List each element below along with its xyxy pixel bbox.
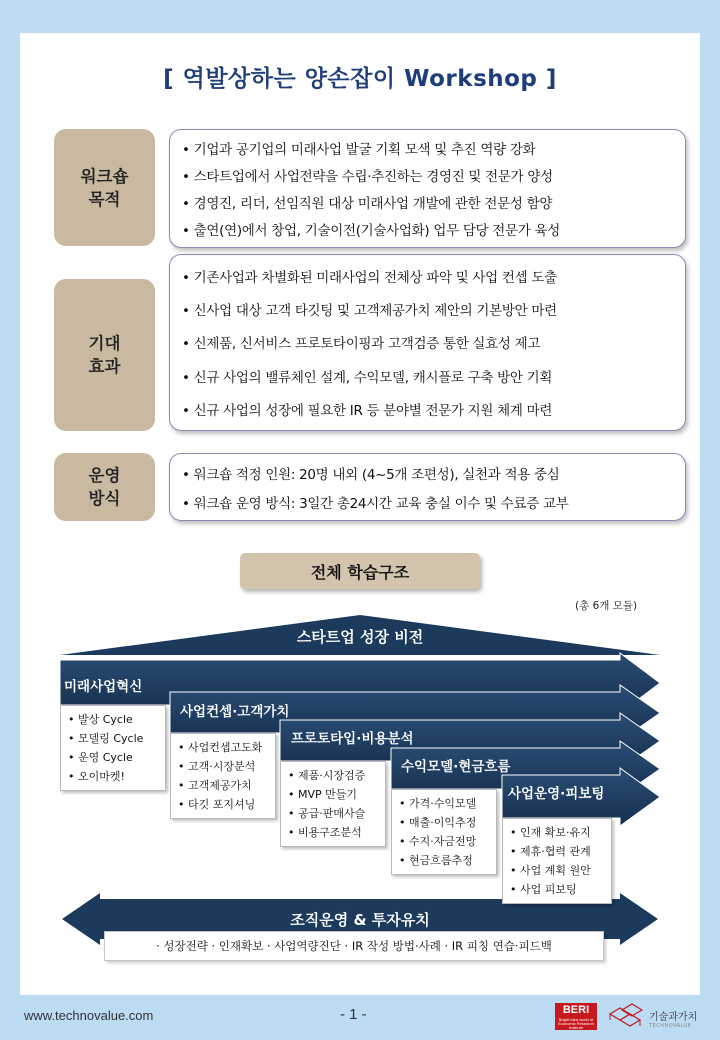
stage-item: • 타깃 포지셔닝 <box>178 798 256 811</box>
stage-item: • 제휴·협력 관계 <box>510 845 591 858</box>
stage-item: • 제품·시장검증 <box>288 769 366 782</box>
stage-title-3: 프로토타입·비용분석 <box>291 731 414 747</box>
effect-label-line1: 기대 <box>88 334 121 353</box>
stage-item: • 고객·시장분석 <box>178 760 256 773</box>
page-title: [ 역발상하는 양손잡이 Workshop ] <box>163 66 557 92</box>
stage-list-4 <box>391 789 497 875</box>
stage-item: • 오이마켓! <box>68 770 125 783</box>
purpose-bullet: • 경영진, 리더, 선임직원 대상 미래사업 개발에 관한 전문성 함양 <box>182 196 553 213</box>
operation-bullet: • 워크숍 운영 방식: 3일간 총24시간 교육 충실 이수 및 수료증 교부 <box>182 495 569 512</box>
stage-list-5 <box>502 818 612 904</box>
operation-bullet: • 워크숍 적정 인원: 20명 내외 (4~5개 조편성), 실천과 적용 중심 <box>182 466 560 483</box>
purpose-label-line1: 워크숍 <box>80 166 129 186</box>
document-page <box>20 33 700 995</box>
technovalue-name: 기술과가치 <box>649 1012 698 1023</box>
org-items: · 성장전략 · 인재확보 · 사업역량진단 · IR 작성 방법·사례 · IR 피칭 연습·피드백 <box>104 931 604 961</box>
stage-item: • 고객제공가치 <box>178 779 252 792</box>
vision-label: 스타트업 성장 비전 <box>296 628 424 646</box>
effect-bullet: • 신제품, 신서비스 프로토타이핑과 고객검증 통한 실효성 제고 <box>182 336 541 353</box>
technovalue-logo-text <box>649 1008 697 1029</box>
stage-title-4: 수익모델·현금흐름 <box>401 759 511 775</box>
stage-title-5: 사업운영·피보팅 <box>508 786 605 802</box>
stage-item: • 사업컨셉고도화 <box>178 741 263 754</box>
effect-bullet: • 신규 사업의 성장에 필요한 IR 등 분야별 전문가 지원 체계 마련 <box>182 403 553 420</box>
stage-item: • 수지·자금전망 <box>399 835 477 848</box>
org-label: 조직운영 & 투자유치 <box>290 911 430 929</box>
operation-label-line2: 방식 <box>88 489 121 508</box>
stage-item: • 매출·이익추정 <box>399 816 477 829</box>
stage-title-2: 사업컨셉·고객가치 <box>180 704 290 720</box>
effect-bullet: • 신사업 대상 고객 타깃팅 및 고객제공가치 제안의 기본방안 마련 <box>182 303 557 320</box>
stage-item: • 비용구조분석 <box>288 826 362 839</box>
stage-item: • 모델링 Cycle <box>68 732 144 745</box>
purpose-bullet: • 출연(연)에서 창업, 기술이전(기술사업화) 업무 담당 전문가 육성 <box>182 223 560 240</box>
stage-item: • 사업 계획 원안 <box>510 864 591 877</box>
beri-logo-tagline: Bright Idea world of Economic Research Institute <box>558 1017 594 1030</box>
stage-item: • 발상 Cycle <box>68 713 133 726</box>
learning-structure-heading: 전체 학습구조 <box>240 553 480 589</box>
beri-logo <box>555 1003 597 1030</box>
technovalue-logo-icon <box>606 1002 646 1030</box>
technovalue-name-en: TECHNOVALUE <box>649 1023 692 1029</box>
purpose-bullet: • 스타트업에서 사업전략을 수립·추진하는 경영진 및 전문가 양성 <box>182 168 553 185</box>
stage-item: • 현금흐름추정 <box>399 854 473 867</box>
stage-item: • MVP 만들기 <box>288 788 358 801</box>
page-number: - 1 - <box>340 1006 367 1023</box>
stage-item: • 공급·판매사슬 <box>288 807 366 820</box>
stage-list-1 <box>60 705 166 791</box>
effect-bullet: • 기존사업과 차별화된 미래사업의 전체상 파악 및 사업 컨셉 도출 <box>182 269 557 286</box>
stage-item: • 가격·수익모델 <box>399 797 477 810</box>
stage-list-2 <box>170 733 276 819</box>
beri-logo-text: BERI <box>562 1004 590 1016</box>
footer-url: www.technovalue.com <box>24 1008 154 1023</box>
effect-bullet: • 신규 사업의 밸류체인 설계, 수익모델, 캐시플로 구축 방안 기획 <box>182 369 553 386</box>
purpose-bullet: • 기업과 공기업의 미래사업 발굴 기획 모색 및 추진 역량 강화 <box>182 141 536 158</box>
stage-item: • 사업 피보팅 <box>510 883 577 896</box>
effect-label-line2: 효과 <box>88 357 121 376</box>
operation-label-line1: 운영 <box>88 466 121 485</box>
stage-item: • 인재 확보·유지 <box>510 826 591 839</box>
stage-item: • 운영 Cycle <box>68 751 133 764</box>
stage-list-3 <box>280 761 386 847</box>
purpose-label-line2: 목적 <box>88 189 121 209</box>
stage-title-1: 미래사업혁신 <box>64 679 143 695</box>
module-count: (총 6개 모듈) <box>575 600 638 612</box>
